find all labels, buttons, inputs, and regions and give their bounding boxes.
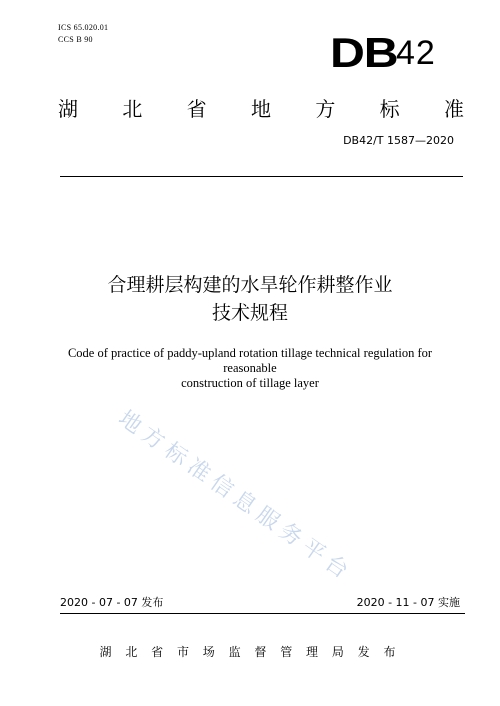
issuing-authority: 湖 北 省 市 场 监 督 管 理 局 发 布: [99, 645, 401, 659]
ccs-code: CCS B 90: [58, 35, 93, 44]
english-title-line-1: Code of practice of paddy-upland rotation tillage technical regulation for reasonable: [67, 346, 433, 375]
logo-number: 42: [396, 34, 436, 72]
province-char: 准: [443, 97, 464, 121]
logo-db: DB: [330, 29, 398, 76]
top-divider: [60, 176, 463, 177]
province-char: 湖: [58, 97, 78, 121]
title-line-2: 技术规程: [211, 302, 288, 324]
province-char: 方: [315, 97, 336, 121]
bottom-divider: [60, 613, 465, 614]
english-title-line-2: construction of tillage layer: [181, 376, 319, 390]
english-title: [40, 346, 460, 391]
province-char: 北: [122, 97, 143, 121]
title-line-1: 合理耕层构建的水旱轮作耕整作业: [107, 274, 393, 296]
watermark: 地方标准信息服务平台: [113, 406, 358, 588]
province-char: 地: [250, 97, 271, 121]
implementation-date: 2020 - 11 - 07 实施: [356, 596, 460, 609]
classification-codes: [58, 22, 108, 46]
db42-logo: [330, 30, 445, 75]
province-standard-heading: [58, 96, 464, 122]
ics-code: ICS 65.020.01: [58, 23, 109, 32]
standard-number: DB42/T 1587—2020: [343, 134, 454, 147]
province-char: 省: [186, 97, 207, 121]
province-char: 标: [379, 97, 400, 121]
issue-date: 2020 - 07 - 07 发布: [60, 596, 164, 609]
